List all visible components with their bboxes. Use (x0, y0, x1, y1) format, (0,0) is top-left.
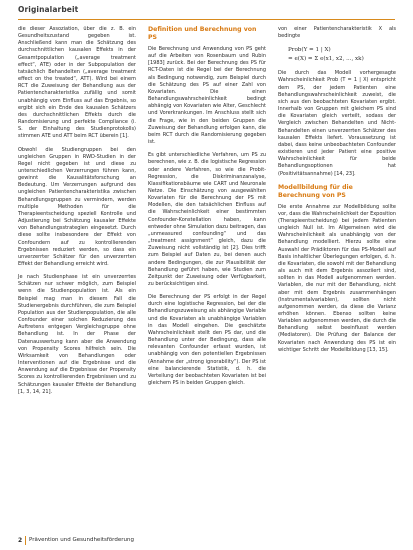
paragraph: von einer Patientencharakteristik X als bedingte (278, 26, 396, 40)
journal-name: Prävention und Gesundheitsförderung (29, 537, 134, 543)
paragraph: Die erste Annahme zur Modellbildung sollte vor, dass die Wahrscheinlichkeit der Exposition (Therapieentscheidung) bei jedem Patienten ungleich Null ist. Im Allgemeinen wird die Wahrscheinlichkeit als unabhängig von der Behandlung modelliert. Hierzu sollte eine Auswahl der Prädiktoren für das PS-Modell auf Basis inhaltlicher Überlegungen erfolgen, d. h. die Kovariaten, die sowohl mit der Behandlung als auch mit dem Ergebnis assoziiert sind, sollten in das Modell aufgenommen werden. Variablen, die nur mit der Behandlung, nicht aber mit dem Ergebnis zusammenhängen (Instrumentalvariablen), sollten nicht aufgenommen werden, da diese die Varianz erhöhen können. Ebenso sollten keine Variablen aufgenommen werden, die durch die Behandlung selbst beeinflusst werden (Mediatoren). Die Prüfung der Balance der Kovariaten nach Anwendung des PS ist ein wichtiger Schritt der Modellbildung [13, 15]. (278, 203, 396, 353)
paragraph: Je nach Studienphase ist ein unverzerrtes Schätzen nur schwer möglich, zum Beispiel wenn die Studienpopulation ist. Als ein Beispiel mag man in diesem Fall die Studienergebnis durchführen, die zum Beispiel Population aus der Studienpopulation, die alle Confounder einer solchen Reduzierung des Auftretens entgegen Vergleichsgruppe ohne Behandlung ist. In der Phase der Datenauswertung kann aber die Anwendung von Propensity Scores hilfreich sein. Die Wirksamkeit von Behandlungen oder Interventionen auf die Ergebnisse und die Anwendung auf die Ergebnisse der Propensity Scores zu kontrollierenden Ergebnissen und zu Schätzungen kausaler Effekte der Behandlung [1, 3, 14, 21]. (18, 274, 136, 395)
column-middle (148, 26, 266, 393)
paragraph: die dieser Assoziation, über die z. B. ein Gesundheitszustand gegeben ist. Anschließend kann man die Schätzung des durchschnittlichen kausalen Effekts in der Gesamtpopulation („average treatment effect“, ATE) oder in der Subpopulation der tatsächlich Behandelten („average treatment effect on the treated“, ATT). Wird bei einem RCT die Zuweisung der Behandlung aus der Patientencharakteristika zufällig und somit unabhängig vom Einfluss auf das Ergebnis, so ergibt sich ein Ende des kausalen Schätzers des durchschnittlichen Effekts durch die Randomisierung und perfekte Compliance (i. S. der Einhaltung des Studienprotokolls) stimmen ATE und ATT beim RCT überein [1]. (18, 26, 136, 140)
formula-line: Prob(Y = 1 | X) (288, 47, 331, 54)
section-label: Originalarbeit (18, 5, 79, 14)
paragraph: Die Berechnung und Anwendung von PS geht auf die Arbeiten von Rosenbaum und Rubin [1983] zurück. Bei der Berechnung des PS für RCT-Daten ist die Regel bei der Berechnung als Bedingung notwendig, zum Beispiel durch die Schätzung des PS auf einer Zahl von Kovariaten. Die einen Behandlungswahrscheinlichkeit bedingt abhängig von Kovariaten wie Alter, Geschlecht und Vorerkrankungen. Im Anschluss stellt sich die Frage, wie in den beiden Gruppen die Zuweisung der Behandlung erfolgen kann, die beim RCT durch die Randomisierung gegeben ist. (148, 46, 266, 146)
paragraph: Es gibt unterschiedliche Verfahren, um PS zu berechnen, wie z. B. die logistische Regression oder andere Verfahren, so wie die Probit-Regression, die Diskriminanzanalyse, Klassifikationsbäume wie CART und Neuronale Netze. Die Einschätzung von ausgewählten Kovariaten für die Berechnung der PS mit Modellen, die den tatsächlichen Einfluss auf die Wahrscheinlichkeit einer bestimmten Confounder-Konstellation haben, kann entweder ohne Simulation dazu beitragen, das „unmeasured confounding“ und das „treatment assignment“ gleich, dazu die Zuweisung nicht vollständig ist [2]. Dies trifft zum Beispiel auf Daten zu, bei denen auch andere Bedingungen, die zur Plausibilität der Behandlung geführt haben, wie Studien zum Zeitpunkt der Zuweisung oder Verfügbarkeit, zu berücksichtigen sind. (148, 152, 266, 287)
page-footer (18, 534, 398, 550)
paragraph: Obwohl die Studiengruppen bei den ungleichen Gruppen in RWD-Studien in der Regel nicht gegeben ist und diese zu unterschiedlichen Verzerrungen führen kann, gewinnt die Kausalitätsforschung an Bedeutung. Um Verzerrungen aufgrund des ungleichen Patientencharakteristika zwischen Behandlungsgruppen zu vermindern, werden multiple Methoden für die Therapieentscheidung speziell Kontrolle und Adjustierung bei Schätzung kausaler Effekte von Behandlungsstrategien eingesetzt. Durch diese sollte insbesondere der Effekt von Confoundern auf zu kontrollierenden Ergebnissen reduziert werden, so dass ein unverzerrter Schätzer für den unverzerrten Effekt der Behandlung erreicht wird. (18, 146, 136, 267)
section-heading-ps-definition: Definition und Berechnung von PS (148, 26, 257, 41)
formula-line: = e(X) = Σ e(x1, x2, ..., xk) (288, 56, 364, 63)
column-right (278, 26, 396, 360)
paragraph: Die Berechnung der PS erfolgt in der Regel durch eine logistische Regression, bei der die Behandlungszuweisung als abhängige Variable und die Kovariaten als unabhängige Variablen in das Modell eingehen. Die geschätzte Wahrscheinlichkeit stellt den PS dar, und die Behandlung unter der Bedingung, dass alle relevanten Confounder erfasst wurden, ist unabhängig von den potentiellen Ergebnissen (Annahme der „strong ignorability“). Der PS ist eine balancierende Statistik, d. h. die Verteilung der beobachteten Kovariaten ist bei gleichem PS in beiden Gruppen gleich. (148, 294, 266, 387)
column-left (18, 26, 136, 402)
formula (288, 46, 396, 64)
page-number: 2 (18, 537, 23, 544)
footer-divider (25, 536, 26, 545)
section-heading-model-building: Modellbildung für die Berechnung von PS (278, 183, 353, 199)
header-rule (18, 19, 395, 20)
page-header (0, 0, 413, 22)
paragraph: Die durch das Modell vorhergesagte Wahrscheinlichkeit Prob (T = 1 | X) entspricht dem PS, der jedem Patienten eine Behandlungswahrscheinlichkeit zuweist, die sich aus den beobachteten Kovariaten ergibt. Innerhalb von Gruppen mit gleichem PS sind die Kovariaten gleich verteilt, sodass der Vergleich zwischen Behandelten und Nicht-Behandelten einen unverzerrten Schätzer des kausalen Effekts liefert. Voraussetzung ist dabei, dass keine unbeobachteten Confounder existieren und jeder Patient eine positive Wahrscheinlichkeit für beide Behandlungsoptionen hat (Positivitätsannahme) [14, 23]. (278, 70, 396, 177)
